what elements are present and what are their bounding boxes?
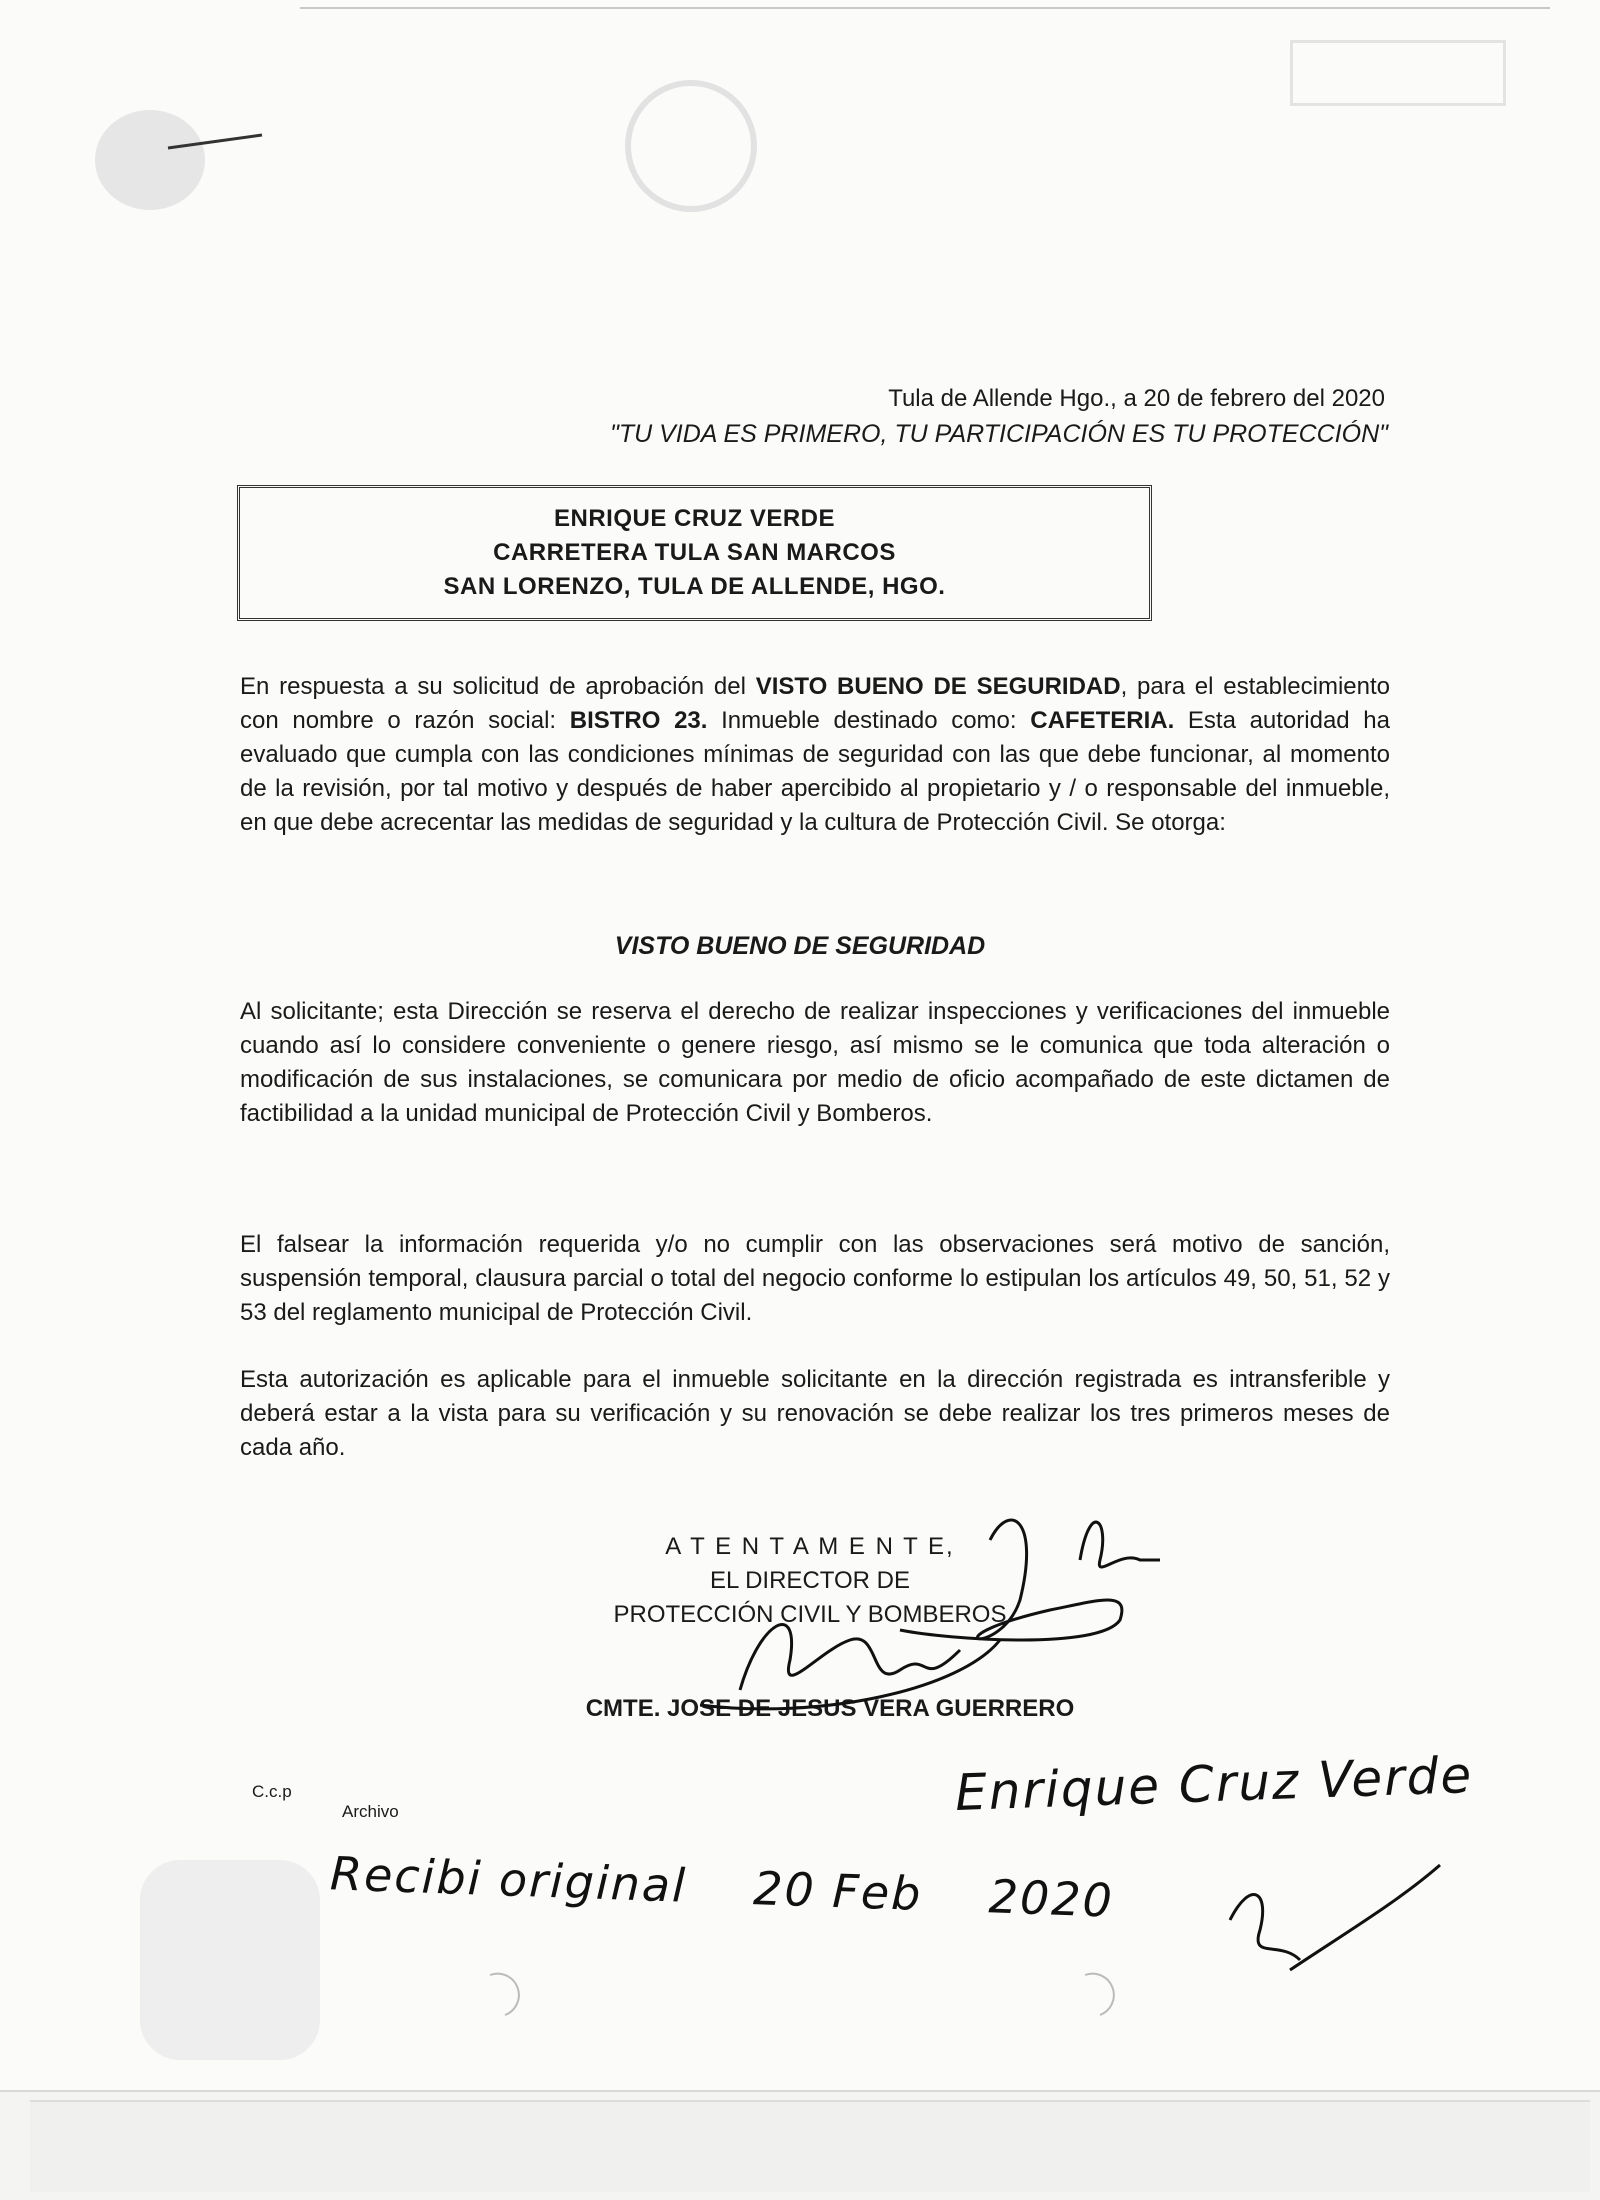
recipient-locality: SAN LORENZO, TULA DE ALLENDE, HGO. [443,573,946,600]
p1-business-type: CAFETERIA. [1030,707,1175,734]
recipient-name: ENRIQUE CRUZ VERDE [553,505,836,532]
certificate-title: VISTO BUENO DE SEGURIDAD [614,932,986,960]
margin-stroke [168,135,262,148]
paragraph-validity: Esta autorización es aplicable para el inmueble solicitante en la dirección registrada es intransferible y deberá estar a la vista para su verificación y su renovación se debe realizar los tres primeros meses de cada año. [240,1366,1390,1461]
motto: "TU VIDA ES PRIMERO, TU PARTICIPACIÓN ES TU PROTECCIÓN" [609,420,1388,448]
recipient-street: CARRETERA TULA SAN MARCOS [493,539,896,566]
handwritten-name: Enrique Cruz Verde [954,1745,1475,1823]
handwritten-receipt: Recibi original 20 Feb 2020 [329,1846,1115,1928]
receiver-signature [1230,1865,1440,1970]
signer-role-1: EL DIRECTOR DE [709,1567,911,1594]
p1-text-c: , para el establecimiento con nombre o razón social: [240,673,1390,734]
closing-text: A T E N T A M E N T E, [665,1533,955,1560]
p1-visto-bueno: VISTO BUENO DE SEGURIDAD [755,673,1121,700]
director-signature [700,1520,1122,1709]
signer-name: CMTE. JOSE DE JESUS VERA GUERRERO [585,1695,1075,1722]
p1-business-name: BISTRO 23. [569,707,708,734]
punch-hole-right [1085,1974,1114,2015]
punch-hole-left [490,1974,519,2015]
signer-role-2: PROTECCIÓN CIVIL Y BOMBEROS [613,1601,1007,1628]
ccp-label: C.c.p [252,1782,292,1801]
archivo-label: Archivo [342,1802,399,1821]
paragraph-sanctions: El falsear la información requerida y/o no cumplir con las observaciones será motivo de sanción, suspensión temporal, clausura parcial o total del negocio conforme lo estipulan los artículos 49, 50, 51, 52 y 53 del reglamento municipal de Protección Civil. [240,1231,1390,1326]
p1-text-a: En respuesta a su solicitud de aprobación del [240,673,756,700]
p1-text-e: Inmueble destinado como: [707,707,1031,734]
paragraph-inspections: Al solicitante; esta Dirección se reserva el derecho de realizar inspecciones y verificaciones del inmueble cuando así lo considere conveniente o genere riesgo, así mismo se le comunica que toda alteración o modificación de sus instalaciones, se comunicara por medio de oficio acompañado de este dictamen de factibilidad a la unidad municipal de Protección Civil y Bomberos. [240,998,1390,1127]
p1-text-g: Esta autoridad ha evaluado que cumpla con las condiciones mínimas de seguridad con las que debe funcionar, al momento de la revisión, por tal motivo y después de haber apercibido al propietario y / o responsable del inmueble, en que debe acrecentar las medidas de seguridad y la cultura de Protección Civil. Se otorga: [240,707,1390,836]
place-date: Tula de Allende Hgo., a 20 de febrero del 2020 [888,385,1385,412]
initials-mark [1080,1522,1160,1567]
